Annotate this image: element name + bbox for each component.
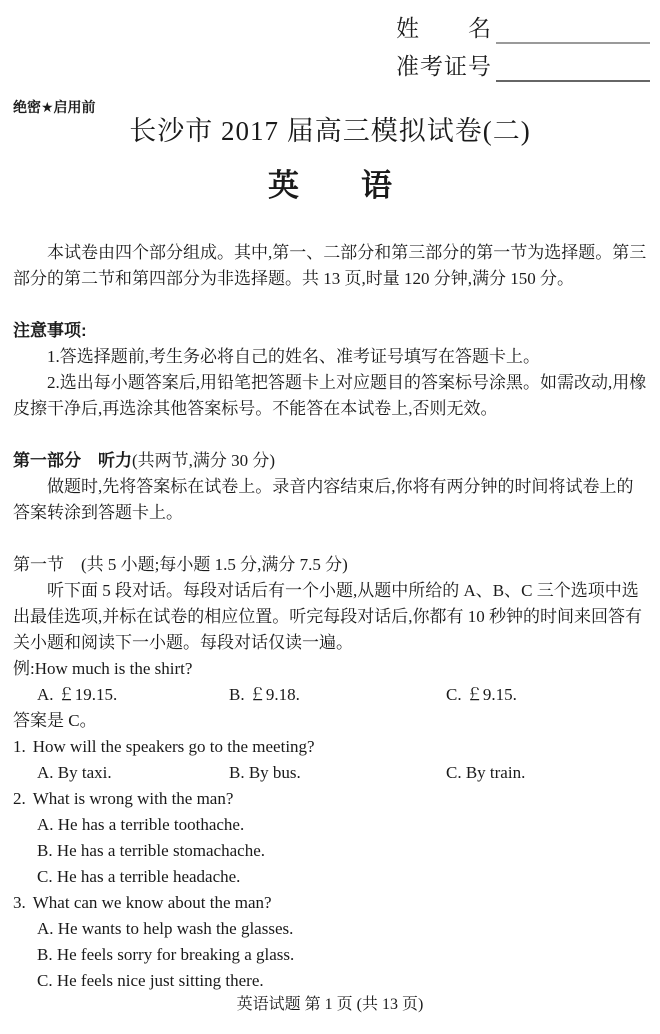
question-2-number: 2. (13, 789, 26, 808)
notes-heading: 注意事项: (13, 321, 87, 340)
example-options-row (37, 682, 647, 708)
question-2 (13, 786, 647, 812)
part1-heading (13, 448, 647, 474)
page-footer: 英语试题 第 1 页 (共 13 页) (236, 996, 424, 1013)
question-3-option-b: B. He feels sorry for breaking a glass. (37, 945, 295, 964)
candidate-form (396, 14, 650, 90)
question-1-number: 1. (13, 737, 26, 756)
part1-instructions: 做题时,先将答案标在试卷上。录音内容结束后,你将有两分钟的时间将试卷上的答案转涂到答题卡上。 (13, 477, 634, 522)
section1-instructions: 听下面 5 段对话。每段对话后有一个小题,从题中所给的 A、B、C 三个选项中选出最佳选项,并标在试卷的相应位置。听完每段对话后,你都有 10 秒钟的时间来回答有关小题和阅读下一小题。每段对话仅读一遍。 (13, 581, 642, 652)
question-1-option-a: A. By taxi. (37, 763, 112, 782)
section1-heading (13, 552, 647, 578)
example-option-c: C. ￡9.15. (446, 685, 517, 704)
admission-field-row (396, 52, 650, 82)
intro-paragraph: 本试卷由四个部分组成。其中,第一、二部分和第三部分的第一节为选择题。第三部分的第二节和第四部分为非选择题。共 13 页,时量 120 分钟,满分 150 分。 (13, 243, 647, 288)
subject-title: 英 语 (268, 168, 392, 203)
question-3 (13, 890, 647, 916)
note-item-2: 2.选出每小题答案后,用铅笔把答题卡上对应题目的答案标号涂黑。如需改动,用橡皮擦干净后,再选涂其他答案标号。不能答在本试卷上,否则无效。 (13, 373, 647, 418)
example-answer: 答案是 C。 (13, 711, 97, 730)
question-3-option-c: C. He feels nice just sitting there. (37, 971, 264, 990)
question-3-number: 3. (13, 893, 26, 912)
question-1 (13, 734, 647, 760)
admission-field-underline (496, 52, 650, 82)
paper-body (13, 240, 647, 994)
question-1-text: How will the speakers go to the meeting? (32, 737, 315, 756)
question-3-option-a: A. He wants to help wash the glasses. (37, 919, 294, 938)
example-option-b: B. ￡9.18. (229, 685, 300, 704)
note-item-1: 1.答选择题前,考生务必将自己的姓名、准考证号填写在答题卡上。 (47, 347, 540, 366)
name-field-underline (496, 14, 650, 44)
part1-heading-main: 第一部分 听力 (13, 451, 132, 470)
question-2-option-a: A. He has a terrible toothache. (37, 815, 245, 834)
part1-heading-note: (共两节,满分 30 分) (132, 451, 276, 470)
question-1-option-b: B. By bus. (229, 763, 301, 782)
question-2-option-c: C. He has a terrible headache. (37, 867, 241, 886)
example-prompt: 例:How much is the shirt? (13, 659, 193, 678)
name-field-label: 姓 名 (396, 16, 492, 41)
admission-field-label: 准考证号 (396, 54, 492, 79)
paper-title: 长沙市 2017 届高三模拟试卷(二) (129, 116, 531, 146)
secrecy-notice: 绝密★启用前 (13, 99, 96, 115)
question-2-option-b: B. He has a terrible stomachache. (37, 841, 265, 860)
section1-heading-note: (共 5 小题;每小题 1.5 分,满分 7.5 分) (64, 555, 348, 574)
name-field-row (396, 14, 650, 44)
question-1-options-row (37, 760, 647, 786)
section1-heading-main: 第一节 (13, 555, 64, 574)
question-2-text: What is wrong with the man? (32, 789, 234, 808)
question-3-text: What can we know about the man? (32, 893, 272, 912)
example-option-a: A. ￡19.15. (37, 685, 118, 704)
question-1-option-c: C. By train. (446, 763, 526, 782)
